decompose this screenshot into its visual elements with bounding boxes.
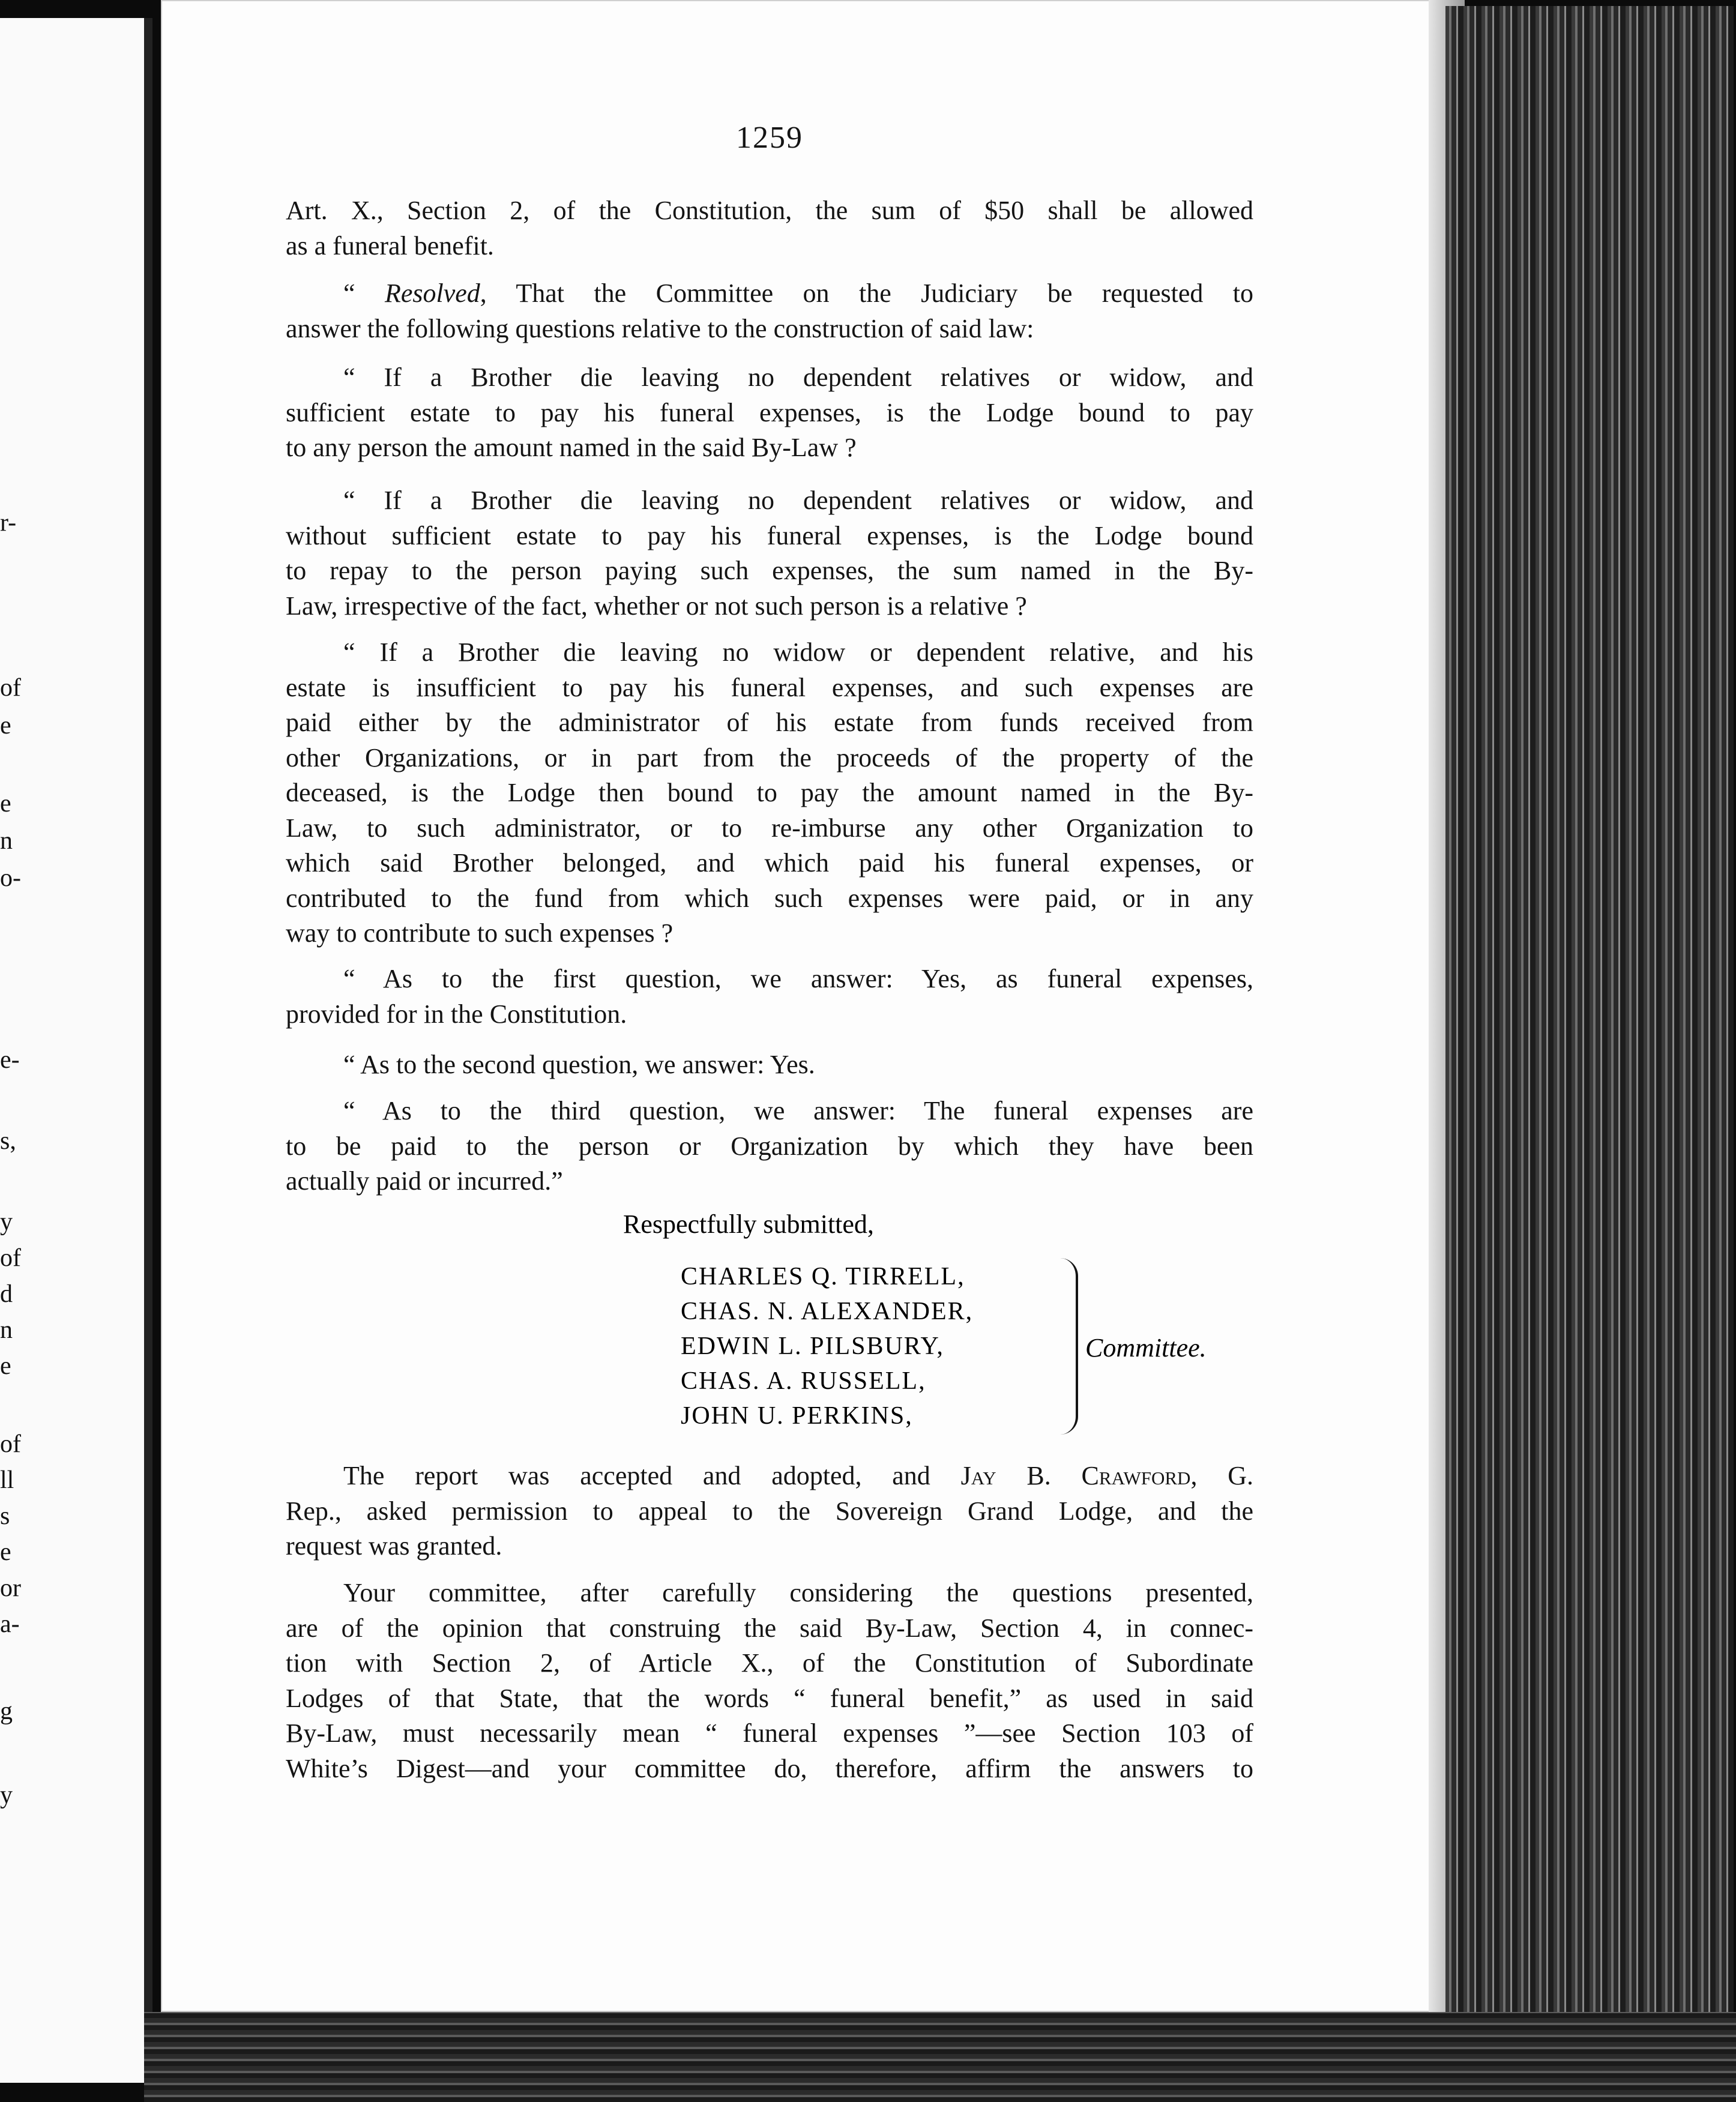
committee-label: Committee. xyxy=(1085,1333,1207,1363)
text-line: deceased, is the Lodge then bound to pay the amount named in the By- xyxy=(286,778,1253,807)
paragraph-question-1 xyxy=(286,360,1253,466)
margin-fragment: of xyxy=(0,1244,21,1272)
text-line: “ If a Brother die leaving no dependent relatives or widow, and xyxy=(343,363,1253,392)
text-line: Art. X., Section 2, of the Constitution, the sum of $50 shall be allowed xyxy=(286,196,1253,225)
margin-fragment: y xyxy=(0,1208,13,1236)
paragraph-opinion xyxy=(286,1576,1253,1786)
margin-fragment: e xyxy=(0,712,11,739)
text-line: Lodges of that State, that the words “ funeral benefit,” as used in said xyxy=(286,1683,1253,1713)
paragraph-answer-1 xyxy=(286,962,1253,1032)
margin-fragment: of xyxy=(0,1430,21,1458)
text-line: to repay to the person paying such expenses, the sum named in the By- xyxy=(286,556,1253,585)
text-line: actually paid or incurred.” xyxy=(286,1166,563,1196)
text-line: without sufficient estate to pay his funeral expenses, is the Lodge bound xyxy=(286,520,1253,550)
brace-icon xyxy=(1052,1258,1078,1435)
text-line: which said Brother belonged, and which paid his funeral expenses, or xyxy=(286,848,1253,878)
committee-member: EDWIN L. PILSBURY, xyxy=(681,1333,944,1360)
committee-names xyxy=(681,1259,973,1433)
text-line: are of the opinion that construing the said By-Law, Section 4, in connec- xyxy=(286,1613,1253,1643)
margin-fragment: e xyxy=(0,790,11,818)
margin-fragment: y xyxy=(0,1781,13,1809)
margin-fragment: o- xyxy=(0,864,21,892)
margin-fragment: g xyxy=(0,1697,13,1725)
committee-member: CHAS. A. RUSSELL, xyxy=(681,1367,926,1395)
page-number: 1259 xyxy=(736,121,803,155)
paragraph-report xyxy=(286,1459,1253,1564)
paragraph-resolved xyxy=(286,276,1253,346)
margin-fragment: s xyxy=(0,1502,10,1530)
text-line: White’s Digest—and your committee do, therefore, affirm the answers to xyxy=(286,1753,1253,1783)
margin-fragment: e xyxy=(0,1538,11,1566)
paragraph-1 xyxy=(286,193,1253,264)
text-line: “ If a Brother die leaving no dependent relatives or widow, and xyxy=(343,486,1253,515)
text-line: “ If a Brother die leaving no widow or dependent relative, and his xyxy=(343,637,1253,667)
text-line: “ As to the first question, we answer: Yes, as funeral expenses, xyxy=(343,964,1253,993)
margin-fragment: e xyxy=(0,1352,11,1380)
margin-fragment: ll xyxy=(0,1466,14,1494)
text-line: Your committee, after carefully considering the questions presented, xyxy=(343,1578,1253,1607)
margin-fragment: n xyxy=(0,827,13,855)
text-line: contributed to the fund from which such expenses were paid, or in any xyxy=(286,883,1253,913)
text-line: Law, to such administrator, or to re-imburse any other Organization to xyxy=(286,813,1253,843)
text-line: paid either by the administrator of his estate from funds received from xyxy=(286,708,1253,737)
left-facing-page xyxy=(0,18,152,2083)
text-line: answer the following questions relative to the construction of said law: xyxy=(286,313,1034,343)
text-line: By-Law, must necessarily mean “ funeral expenses ”—see Section 103 of xyxy=(286,1718,1253,1748)
committee-member: CHAS. N. ALEXANDER, xyxy=(681,1298,974,1325)
text-line: to any person the amount named in the said By-Law ? xyxy=(286,433,857,462)
text-line: way to contribute to such expenses ? xyxy=(286,918,674,948)
text-line: “ Resolved, That the Committee on the Judiciary be requested to xyxy=(343,279,1254,308)
paragraph-question-3 xyxy=(286,635,1253,951)
text-line: as a funeral benefit. xyxy=(286,230,494,260)
paragraph-answer-2 xyxy=(286,1047,1253,1083)
text-line: provided for in the Constitution. xyxy=(286,999,627,1029)
page-edges-stack xyxy=(1445,6,1734,2041)
text-line: tion with Section 2, of Article X., of the Constitution of Subordinate xyxy=(286,1648,1253,1678)
signoff: Respectfully submitted, xyxy=(623,1209,874,1239)
paragraph-question-2 xyxy=(286,483,1253,624)
margin-fragment: or xyxy=(0,1574,21,1602)
text-line: “ As to the third question, we answer: The funeral expenses are xyxy=(343,1096,1253,1125)
margin-fragment: r- xyxy=(0,509,17,537)
margin-fragment: a- xyxy=(0,1610,20,1638)
book-bottom-edge xyxy=(144,2012,1736,2102)
committee-member: JOHN U. PERKINS, xyxy=(681,1402,913,1430)
text-line: Law, irrespective of the fact, whether or not such person is a relative ? xyxy=(286,591,1027,621)
margin-fragment: e- xyxy=(0,1046,20,1074)
text-line: “ As to the second question, we answer: Yes. xyxy=(343,1050,815,1079)
margin-fragment: d xyxy=(0,1280,13,1308)
text-line: sufficient estate to pay his funeral expenses, is the Lodge bound to pay xyxy=(286,397,1253,427)
text-line: to be paid to the person or Organization by which they have been xyxy=(286,1131,1253,1161)
text-line: estate is insufficient to pay his funeral expenses, and such expenses are xyxy=(286,672,1253,702)
text-line: other Organizations, or in part from the proceeds of the property of the xyxy=(286,742,1253,772)
committee-member: CHARLES Q. TIRRELL, xyxy=(681,1263,965,1290)
text-line: The report was accepted and adopted, and Jay B. Crawford, G. xyxy=(343,1461,1254,1490)
paragraph-answer-3 xyxy=(286,1094,1253,1199)
margin-fragment: s, xyxy=(0,1127,16,1155)
margin-fragment: n xyxy=(0,1316,13,1344)
margin-fragment: of xyxy=(0,674,21,702)
text-line: request was granted. xyxy=(286,1531,502,1561)
text-line: Rep., asked permission to appeal to the Sovereign Grand Lodge, and the xyxy=(286,1496,1253,1526)
